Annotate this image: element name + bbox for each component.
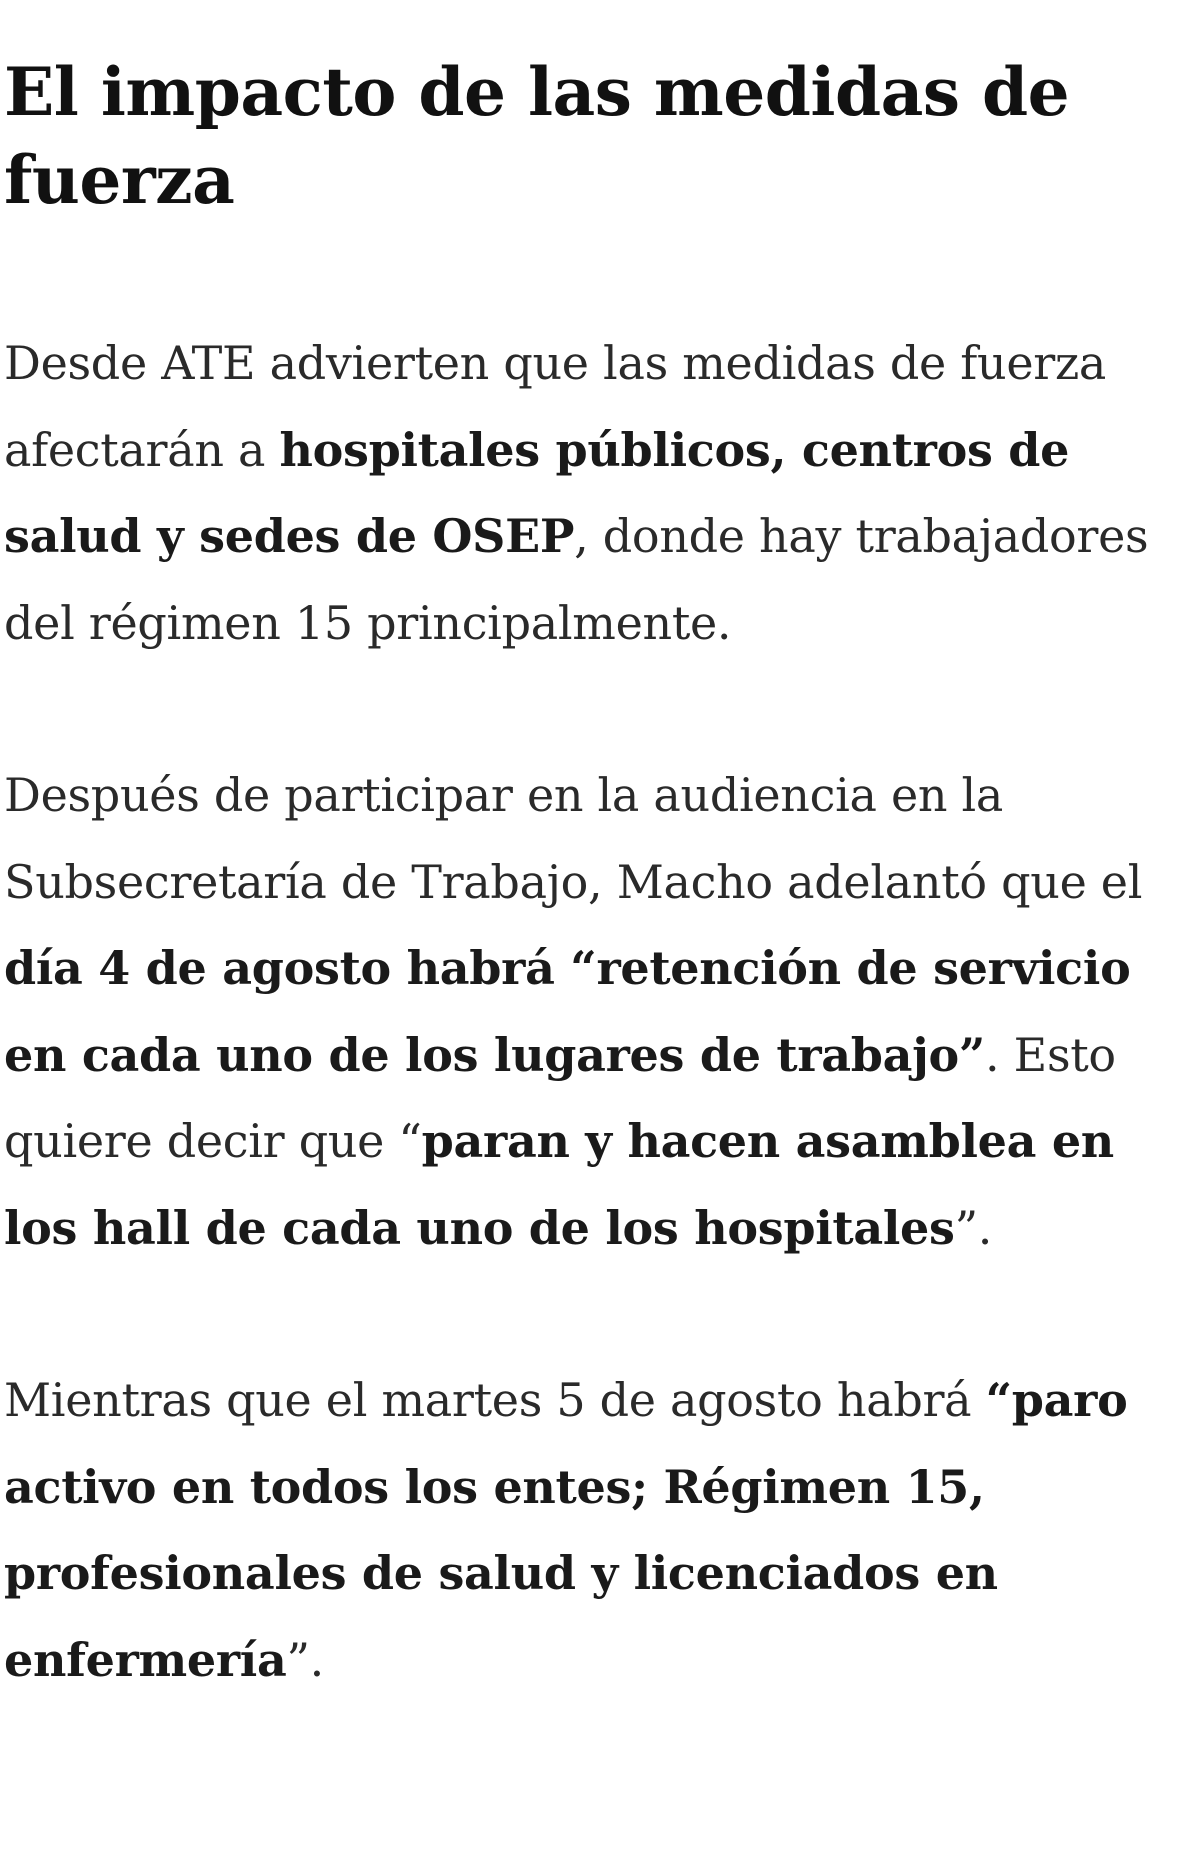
paragraph-bold-text: “paro activo en todos los entes; Régimen 15, profesionales de salud y licenciados en enfermería [4,1373,1128,1687]
paragraph-text: Desde ATE advierten que las medidas de fuerza afectarán a [4,336,1107,477]
article-paragraph-1 [4,320,1194,666]
paragraph-bold-text: paran y hacen asamblea en los hall de cada uno de los hospitales [4,1114,1114,1255]
article-paragraph-3 [4,1357,1194,1703]
article-paragraph-2 [4,752,1194,1271]
paragraph-text: Después de participar en la audiencia en la Subsecretaría de Trabajo, Macho adelantó que el [4,768,1143,909]
paragraph-text: . Esto quiere decir que “ [4,1027,1116,1168]
paragraph-text: , donde hay trabajadores del régimen 15 principalmente. [4,509,1149,650]
paragraph-bold-text: hospitales públicos, centros de salud y sedes de OSEP [4,422,1070,563]
paragraph-text: ”. [286,1632,325,1687]
paragraph-bold-text: día 4 de agosto habrá “retención de servicio en cada uno de los lugares de trabajo” [4,941,1131,1082]
section-heading: El impacto de las medidas de fuerza [4,53,1070,219]
paragraph-text: Mientras que el martes 5 de agosto habrá [4,1373,986,1427]
paragraph-text: ”. [954,1200,993,1255]
